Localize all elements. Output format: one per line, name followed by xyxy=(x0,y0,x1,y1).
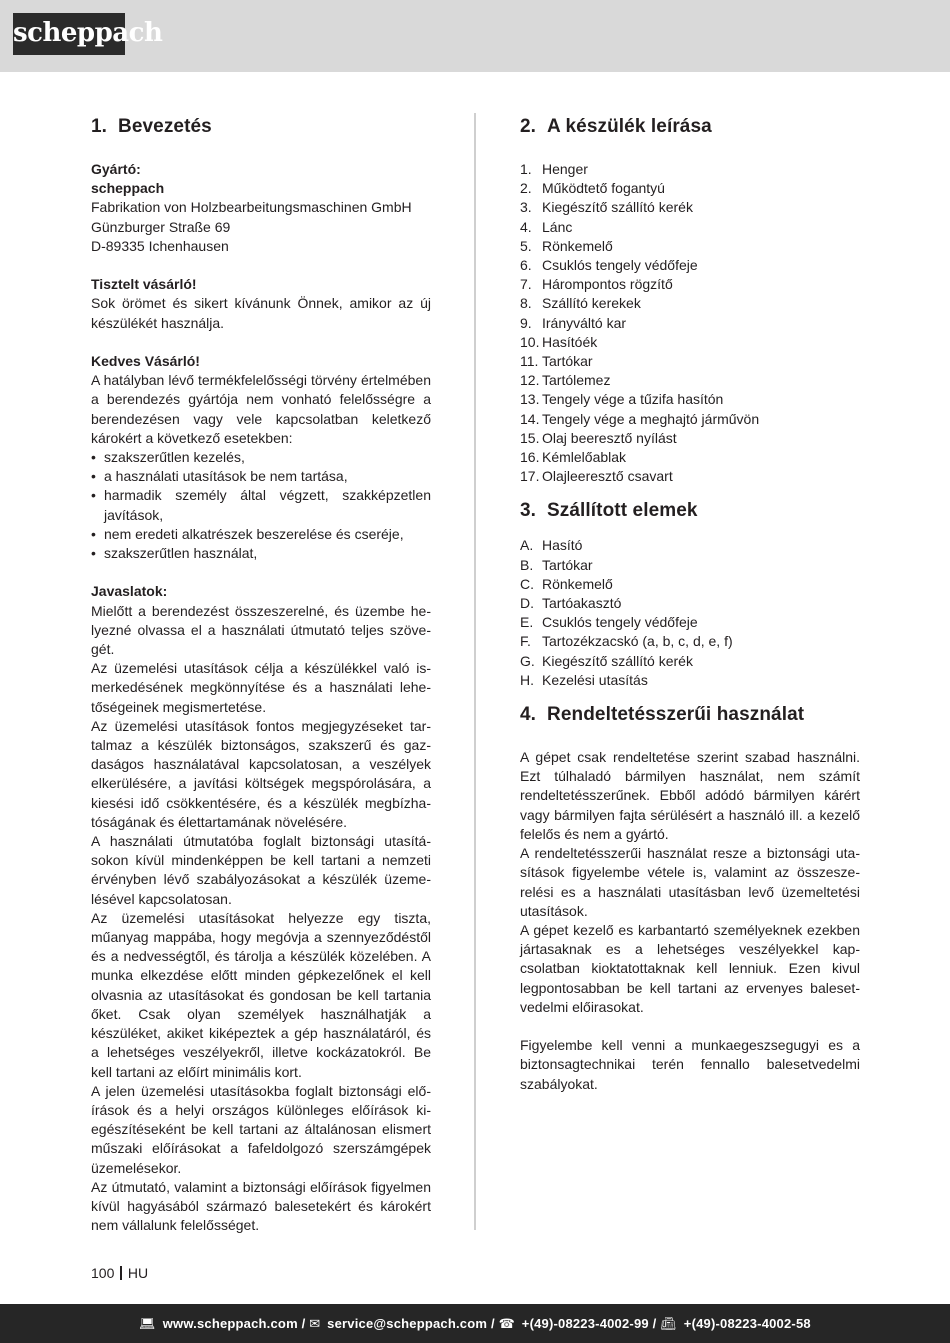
advice-paragraph: A jelen üzemelési utasításokba foglalt biztonsági előírások és a helyi országos különleges előírások kiegészítéseként be kell tartani az általánosan elismert műszaki előírásokat a fafeldolgozó szerszámgépek üzemelésekor. xyxy=(91,1082,431,1176)
right-column xyxy=(520,114,860,1094)
list-item: E. Csuklós tengely védőfeje xyxy=(520,614,698,631)
list-item: 2. Működtető fogantyú xyxy=(520,180,665,197)
envelope-icon: ✉︎ xyxy=(309,1316,321,1331)
advice-heading: Javaslatok: xyxy=(91,583,168,600)
section-heading-introduction: 1. Bevezetés xyxy=(91,116,212,137)
page-footer-number xyxy=(91,1264,148,1283)
manufacturer-name: scheppach xyxy=(91,180,165,197)
advice-paragraph: Mielőtt a berendezést összeszerelné, és üzembe helyezné olvassa el a használati útmutató teljes szövegét. xyxy=(91,602,431,658)
section-heading-intended-use: 4. Rendeltetésszerűi használat xyxy=(520,704,805,726)
header-bar xyxy=(0,0,950,72)
safety-note: Figyelembe kell venni a munkaegeszsegugyi es a biztonsagtechnikai terén fennallo balesetvedelmi szabályokat. xyxy=(520,1037,860,1092)
liability-list xyxy=(91,448,431,563)
footer-separator xyxy=(120,1266,122,1280)
list-item: • szakszerűtlen kezelés, xyxy=(91,448,431,467)
list-item: 11. Tartókar xyxy=(520,353,593,370)
list-item: B. Tartókar xyxy=(520,556,593,573)
list-item: 7. Hárompontos rögzítő xyxy=(520,276,673,293)
list-item: 4. Lánc xyxy=(520,218,573,235)
advice-paragraph: Az üzemelési utasítások fontos megjegyzéseket tartalmaz a készülék biztonságos, szakszerű és gazdaságos használatával kapcsolatosan, a veszélyek elkerülésére, a javítási költségek megspórolására, a kiesési idő csökkentésére, és a készülék megbízhatóságának és élettartamának növelésére. xyxy=(91,717,431,830)
footer-separator: / xyxy=(490,1316,495,1331)
intended-use-paragraph: A rendeltetésszerűi használat resze a biztonsági utasítások figyelembe vétele is, valamint az összeszerelési es a használati utasításban levő üzemeltetési utasítások. xyxy=(520,845,860,919)
greeting-text: Sok örömet és sikert kívánunk Önnek, amikor az új készülékét használja. xyxy=(91,295,431,331)
list-item: 14. Tengely vége a meghajtó járművön xyxy=(520,410,760,427)
list-item: 12. Tartólemez xyxy=(520,372,611,389)
phone-number: +(49)-08223-4002-99 xyxy=(521,1316,649,1331)
manufacturer-line: Günzburger Straße 69 xyxy=(91,218,231,235)
greeting-heading: Tisztelt vásárló! xyxy=(91,276,197,293)
manufacturer-line: D-89335 Ichenhausen xyxy=(91,237,229,254)
list-item: 6. Csuklós tengely védőfeje xyxy=(520,257,698,274)
parts-list xyxy=(520,160,860,486)
list-item: 15. Olaj beeresztő nyílást xyxy=(520,429,677,446)
advice-paragraph: Az üzemelési utasítások célja a készülékkel való ismerkedésének megkönnyítése és a használati lehetőségeinek megismertetése. xyxy=(91,660,431,715)
list-item: • harmadik személy által végzett, szakképzetlen javítások, xyxy=(91,486,431,524)
list-item: 16. Kémlelőablak xyxy=(520,449,627,466)
list-item: 5. Rönkemelő xyxy=(520,237,613,254)
list-item: • nem eredeti alkatrészek beszerelése és cseréje, xyxy=(91,525,431,544)
manufacturer-line: Fabrikation von Holzbearbeitungsmaschinen GmbH xyxy=(91,199,412,216)
list-item: 17. Olajleeresztő csavart xyxy=(520,468,673,485)
language-code: HU xyxy=(127,1265,149,1281)
email-link[interactable]: service@scheppach.com xyxy=(327,1316,488,1331)
fax-number: +(49)-08223-4002-58 xyxy=(683,1316,811,1331)
list-item: 10. Hasítóék xyxy=(520,333,598,350)
list-item: • a használati utasítások be nem tartása, xyxy=(91,467,431,486)
fax-icon: 📠︎ xyxy=(660,1316,677,1331)
list-item: A. Hasító xyxy=(520,537,583,554)
intended-use-paragraph: A gépet csak rendeltetése szerint szabad használni. Ezt túlhaladó bármilyen használat, nem számít rendeltetésszerűnek. Ebből adódó bármilyen kárért vagy bármilyen fajta sérülésért a használó ill. a kezelő felelős és nem a gyártó. xyxy=(520,749,860,842)
scheppach-logo: scheppach xyxy=(13,13,125,55)
supplied-items-list xyxy=(520,536,860,690)
footer-separator: / xyxy=(301,1316,306,1331)
advice-paragraph: A használati útmutatóba foglalt biztonsági utasításokon kívül mindenképpen be kell tartani a nemzeti érvényben lévő szabályozásokat a készülék üzemelésével kapcsolatosan. xyxy=(91,833,431,907)
section-heading-device-description: 2. A készülék leírása xyxy=(520,116,712,137)
advice-paragraph: Az üzemelési utasításokat helyezze egy tiszta, műanyag mappába, hogy megóvja a szennyeződéstől és a nedvességtől, és tárolja a készülék közelében. A munka elkezdése előtt minden gépkezelőnek el kell olvasnia az utasításokat és gondosan be kell tartania őket. Csak olyan személyek használhatják a készüléket, akiket kiképeztek a gép használatáról, és a lehetséges veszélyekről, illetve kockázatokról. Be kell tartani az előírt minimális kort. xyxy=(91,909,431,1080)
intended-use-paragraph: A gépet kezelő es karbantartó személyeknek ezekben jártasaknak es a lehetséges veszélyekkel kapcsolatban kioktatottaknak kell lenniuk. Ezen kivul legpontosabban be kell tartani az ervenyes balesetvedelmi előirasokat. xyxy=(520,921,860,1015)
list-item: F. Tartozékzacskó (a, b, c, d, e, f) xyxy=(520,633,733,650)
list-item: G. Kiegészítő szállító kerék xyxy=(520,652,693,669)
list-item: • szakszerűtlen használat, xyxy=(91,544,431,563)
list-item: 9. Irányváltó kar xyxy=(520,314,627,331)
footer-separator: / xyxy=(652,1316,657,1331)
contact-footer-bar xyxy=(0,1304,950,1343)
website-link[interactable]: www.scheppach.com xyxy=(162,1316,298,1331)
list-item: 1. Henger xyxy=(520,161,588,177)
list-item: 8. Szállító kerekek xyxy=(520,295,641,312)
section-heading-supplied-items: 3. Szállított elemek xyxy=(520,500,698,522)
advice-paragraph: Az útmutató, valamint a biztonsági előírások figyelmen kívül hagyásából származó balesetekért és károkért nem vállalunk felelősséget. xyxy=(91,1178,431,1234)
page-number: 100 xyxy=(91,1265,115,1281)
list-item: 3. Kiegészítő szállító kerék xyxy=(520,199,693,216)
list-item: H. Kezelési utasítás xyxy=(520,671,648,688)
greeting-heading: Kedves Vásárló! xyxy=(91,353,200,369)
column-divider xyxy=(474,113,476,1230)
left-column xyxy=(91,114,431,1235)
list-item: D. Tartóakasztó xyxy=(520,595,622,612)
manufacturer-label: Gyártó: xyxy=(91,161,141,177)
liability-text: A hatályban lévő termékfelelősségi törvény értelmében a berendezés gyártója nem vonható felelősségre a berendezésen vagy vele kapcsolatban keletkező károkért a következő esetekben: xyxy=(91,372,431,446)
computer-icon: 💻︎ xyxy=(139,1316,156,1331)
list-item: 13. Tengely vége a tűzifa hasítón xyxy=(520,391,724,408)
list-item: C. Rönkemelő xyxy=(520,575,613,592)
phone-icon: ☎︎ xyxy=(498,1316,515,1331)
